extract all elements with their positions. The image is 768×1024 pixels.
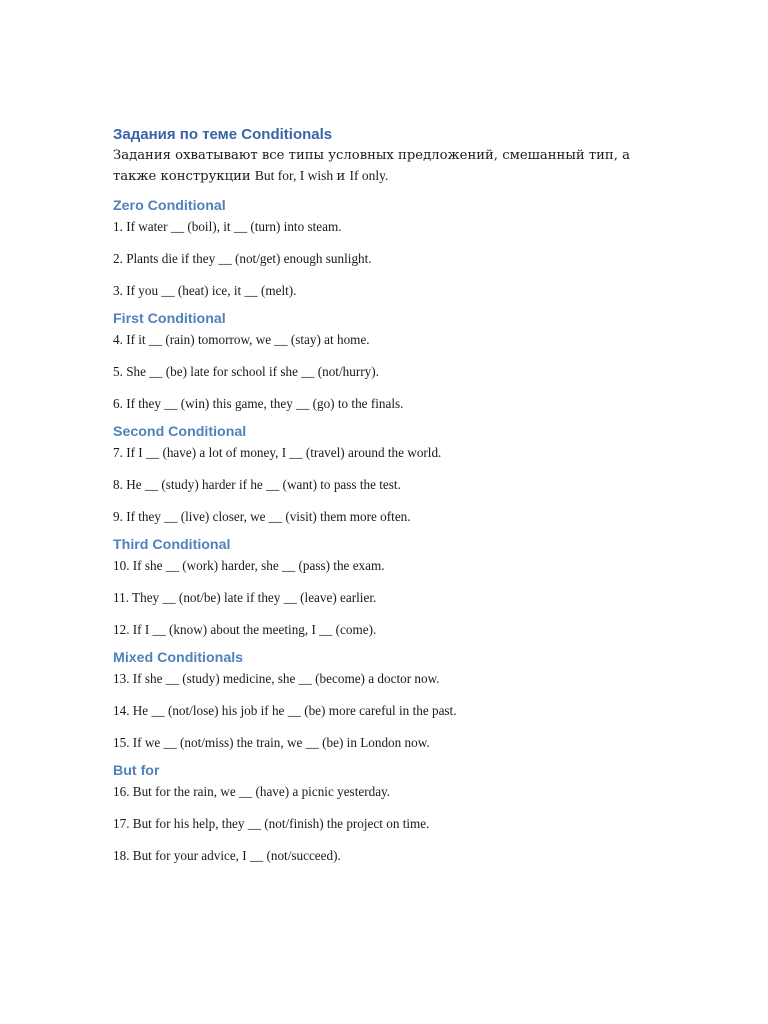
exercise-item: 8. He __ (study) harder if he __ (want) to pass the test. [113, 477, 401, 492]
exercise-item: 11. They __ (not/be) late if they __ (leave) earlier. [113, 590, 377, 605]
intro-line-2-en-a: But for, I wish [254, 168, 337, 183]
section-heading: Mixed Conditionals [113, 650, 244, 666]
intro-line-2-en-b: If only. [349, 168, 389, 183]
exercise-item: 2. Plants die if they __ (not/get) enough sunlight. [113, 251, 372, 266]
section-heading: Third Conditional [113, 537, 231, 553]
exercise-item: 17. But for his help, they __ (not/finish) the project on time. [113, 816, 430, 831]
exercise-item: 4. If it __ (rain) tomorrow, we __ (stay) at home. [113, 332, 370, 347]
exercise-list [113, 330, 713, 413]
section-second-conditional [113, 422, 713, 526]
section-heading: Zero Conditional [113, 198, 226, 214]
exercise-item: 18. But for your advice, I __ (not/succeed). [113, 848, 341, 863]
section-heading: First Conditional [113, 311, 226, 327]
exercise-list [113, 669, 713, 752]
section-third-conditional [113, 535, 713, 639]
intro-line-2-ru-a: также конструкции [113, 169, 255, 184]
document-title: Задания по теме Conditionals [113, 126, 333, 143]
exercise-item: 6. If they __ (win) this game, they __ (go) to the finals. [113, 396, 404, 411]
exercise-item: 9. If they __ (live) closer, we __ (visit) them more often. [113, 509, 411, 524]
section-but-for [113, 761, 713, 865]
exercise-item: 16. But for the rain, we __ (have) a picnic yesterday. [113, 784, 391, 799]
exercise-item: 10. If she __ (work) harder, she __ (pass) the exam. [113, 558, 385, 573]
exercise-item: 13. If she __ (study) medicine, she __ (become) a doctor now. [113, 671, 440, 686]
section-mixed-conditionals [113, 648, 713, 752]
section-heading: Second Conditional [113, 424, 247, 440]
exercise-item: 14. He __ (not/lose) his job if he __ (be) more careful in the past. [113, 703, 457, 718]
exercise-item: 5. She __ (be) late for school if she __ (not/hurry). [113, 364, 379, 379]
exercise-list [113, 443, 713, 526]
exercise-list [113, 782, 713, 865]
exercise-item: 15. If we __ (not/miss) the train, we __ (be) in London now. [113, 735, 430, 750]
exercise-list [113, 217, 713, 300]
section-heading: But for [113, 763, 160, 779]
exercise-item: 7. If I __ (have) a lot of money, I __ (travel) around the world. [113, 445, 442, 460]
exercise-list [113, 556, 713, 639]
document-body [113, 124, 713, 865]
intro-paragraph [113, 146, 713, 187]
exercise-item: 1. If water __ (boil), it __ (turn) into steam. [113, 219, 342, 234]
intro-line-2-ru-b: и [336, 169, 350, 184]
exercise-item: 12. If I __ (know) about the meeting, I __ (come). [113, 622, 377, 637]
section-zero-conditional [113, 196, 713, 300]
section-first-conditional [113, 309, 713, 413]
intro-line-1: Задания охватывают все типы условных предложений, смешанный тип, а [113, 148, 630, 163]
exercise-item: 3. If you __ (heat) ice, it __ (melt). [113, 283, 297, 298]
